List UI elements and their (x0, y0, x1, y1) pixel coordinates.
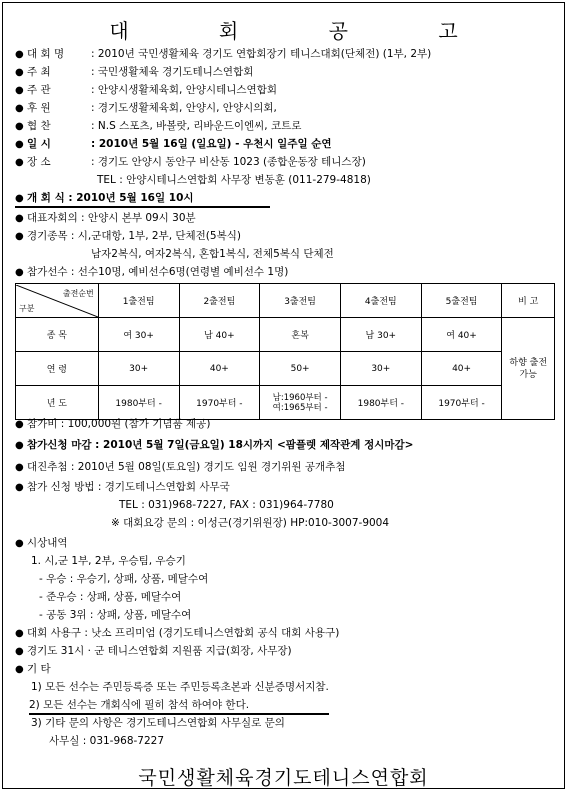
awards-item-3: - 준우승 : 상패, 상품, 메달수여 (39, 591, 182, 603)
deadline-line: ● 참가신청 마감 : 2010년 5월 7일(금요일) 18시까지 <팜플렛 제작관계 정시마감> (15, 439, 414, 451)
bullet-icon: ● (15, 462, 24, 473)
bullet-icon: ● (15, 267, 24, 278)
table-cell: 1970부터 - (179, 386, 260, 420)
etc-line: ● 기 타 (15, 663, 51, 675)
apply-line: ● 참가 신청 방법 : 경기도테니스연합회 사무국 (15, 481, 230, 493)
bullet-icon: ● (15, 85, 24, 96)
etc-item-4: 사무실 : 031-968-7227 (49, 735, 165, 747)
place-tel-line: TEL : 안양시테니스연합회 사무장 변동훈 (011-279-4818) (97, 174, 371, 186)
table-header-cell: 비 고 (502, 284, 555, 318)
table-row-label: 년 도 (16, 386, 99, 420)
bullet-icon: ● (15, 121, 24, 132)
support-line: ● 경기도 31시 · 군 테니스연합회 지원품 지급(회장, 사무장) (15, 645, 292, 657)
table-cell: 1970부터 - (421, 386, 502, 420)
table-cell: 남 30+ (340, 318, 421, 352)
players-line: ● 참가선수 : 선수10명, 예비선수6명(연령별 예비선수 1명) (15, 266, 289, 278)
bullet-icon: ● (15, 664, 24, 675)
awards-item-1: 1. 시,군 1부, 2부, 우승팀, 우승기 (31, 555, 186, 567)
table-note-cell: 하향 출전 가능 (502, 318, 555, 420)
table-cell: 1980부터 - (98, 386, 179, 420)
table-cell: 여 40+ (421, 318, 502, 352)
table-row (16, 352, 555, 386)
notice-document (2, 2, 565, 789)
bullet-icon: ● (15, 103, 24, 114)
table-cell: 30+ (98, 352, 179, 386)
table-cell: 50+ (260, 352, 341, 386)
etc-item-3: 3) 기타 문의 사항은 경기도테니스연합회 사무실로 문의 (31, 717, 285, 729)
organizer-line: ● 주 관 : 안양시생활체육회, 안양시테니스연합회 (15, 84, 277, 96)
table-header-cell: 4출전팀 (340, 284, 421, 318)
bullet-icon: ● (15, 157, 24, 168)
apply-tel-line: TEL : 031)968-7227, FAX : 031)964-7780 (119, 499, 334, 511)
awards-item-4: - 공동 3위 : 상패, 상품, 메달수여 (39, 609, 192, 621)
event-name-line: ● 대 회 명 : 2010년 국민생활체육 경기도 연합회장기 테니스대회(단체전) (1부, 2부) (15, 48, 432, 60)
cooperation-line: ● 협 찬 : N.S 스포츠, 바볼랏, 리바운드이엔씨, 코트로 (15, 120, 302, 132)
sponsor-line: ● 후 원 : 경기도생활체육회, 안양시, 안양시의회, (15, 102, 277, 114)
bullet-icon: ● (15, 231, 24, 242)
bullet-icon: ● (15, 139, 24, 150)
ball-line: ● 대회 사용구 : 낫소 프리미엄 (경기도테니스연합회 공식 대회 사용구) (15, 627, 340, 639)
table-header-cell: 3출전팀 (260, 284, 341, 318)
bullet-icon: ● (15, 67, 24, 78)
place-line: ● 장 소 : 경기도 안양시 동안구 비산동 1023 (종합운동장 테니스장) (15, 156, 366, 168)
etc-item-1: 1) 모든 선수는 주민등록증 또는 주민등록초본과 신분증명서지참. (31, 681, 329, 693)
bullet-icon: ● (15, 646, 24, 657)
table-cell: 30+ (340, 352, 421, 386)
etc-item-2: 2) 모든 선수는 개회식에 필히 참석 하여야 한다. (29, 698, 329, 715)
fee-line: ● 참가비 : 100,000원 (참가 기념품 제공) (15, 418, 211, 430)
apply-contact-line: ※ 대회요강 문의 : 이성근(경기위원장) HP:010-3007-9004 (111, 517, 390, 529)
rep-meeting-line: ● 대표자회의 : 안양시 본부 09시 30분 (15, 212, 196, 224)
events-line: ● 경기종목 : 시,군대항, 1부, 2부, 단체전(5복식) (15, 230, 241, 242)
notice-title: 대 회 공 고 (109, 19, 500, 43)
table-cell: 40+ (421, 352, 502, 386)
table-row-label: 연 령 (16, 352, 99, 386)
events-detail-line: 남자2복식, 여자2복식, 혼합1복식, 전체5복식 단체전 (91, 248, 334, 260)
table-header-cell: 1출전팀 (98, 284, 179, 318)
table-row (16, 318, 555, 352)
bullet-icon: ● (15, 440, 24, 451)
bullet-icon: ● (15, 193, 24, 204)
bullet-icon: ● (15, 49, 24, 60)
table-cell: 1980부터 - (340, 386, 421, 420)
table-cell: 혼복 (260, 318, 341, 352)
organization-footer: 국민생활체육경기도테니스연합회 (138, 767, 429, 789)
table-header-cell: 5출전팀 (421, 284, 502, 318)
table-row (16, 386, 555, 420)
table-header-cell: 2출전팀 (179, 284, 260, 318)
date-line: ● 일 시 : 2010년 5월 16일 (일요일) - 우천시 일주일 순연 (15, 138, 332, 150)
table-corner-cell: 출전순번 구분 (16, 284, 99, 318)
team-order-table (15, 283, 555, 420)
awards-item-2: - 우승 : 우승기, 상패, 상품, 메달수여 (39, 573, 209, 585)
host-line: ● 주 최 : 국민생활체육 경기도테니스연합회 (15, 66, 254, 78)
bullet-icon: ● (15, 538, 24, 549)
table-cell: 남:1960부터 - 여:1965부터 - (260, 386, 341, 420)
table-cell: 남 40+ (179, 318, 260, 352)
draw-line: ● 대진추첨 : 2010년 5월 08일(토요일) 경기도 임원 경기위원 공개추첨 (15, 461, 346, 473)
table-row-label: 종 목 (16, 318, 99, 352)
opening-ceremony-line: ● 개 회 식 : 2010년 5월 16일 10시 (15, 191, 270, 208)
bullet-icon: ● (15, 628, 24, 639)
bullet-icon: ● (15, 419, 24, 430)
table-cell: 40+ (179, 352, 260, 386)
bullet-icon: ● (15, 213, 24, 224)
bullet-icon: ● (15, 482, 24, 493)
awards-line: ● 시상내역 (15, 537, 68, 549)
table-cell: 여 30+ (98, 318, 179, 352)
